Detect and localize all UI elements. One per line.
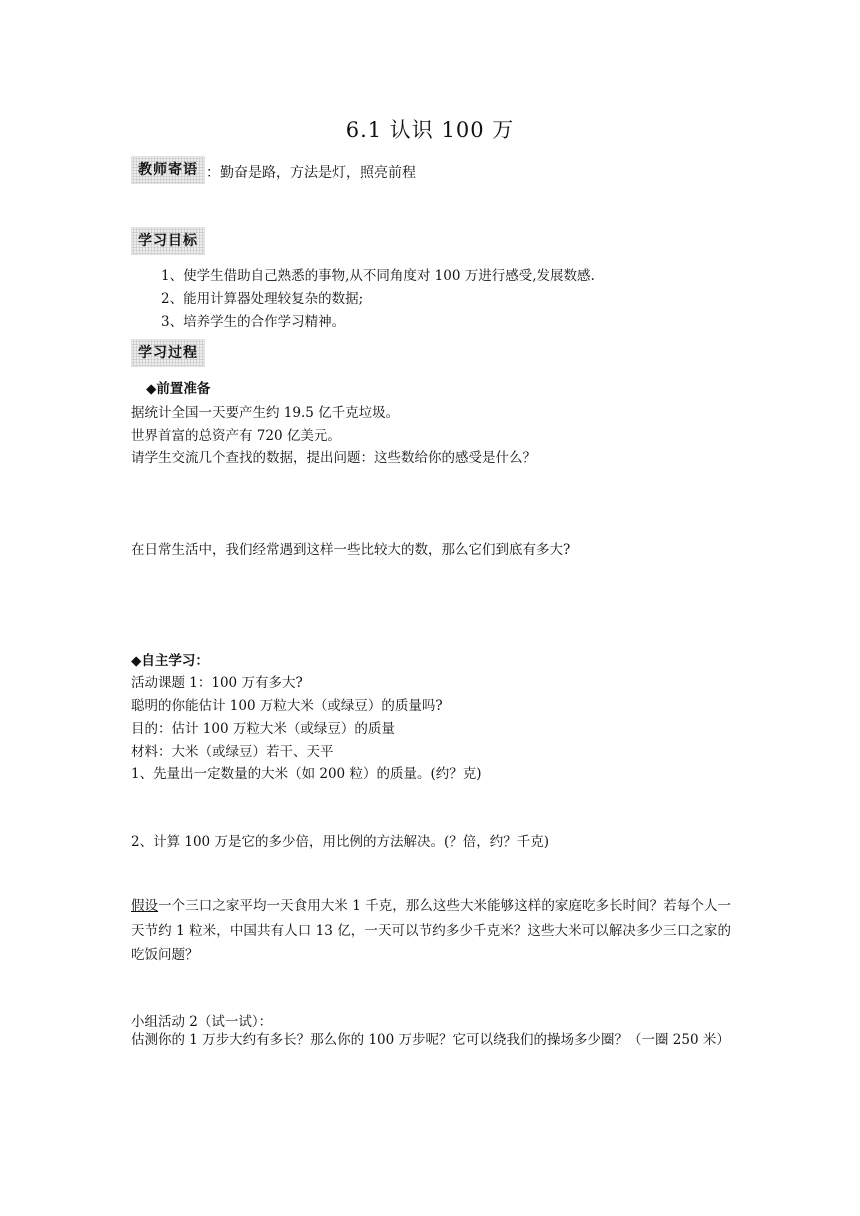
- goal-item-2: 2、能用计算器处理较复杂的数据;: [161, 291, 364, 307]
- page-title: 6.1 认识 100 万: [345, 118, 515, 142]
- prep-line-2: 世界首富的总资产有 720 亿美元。: [131, 428, 341, 444]
- motto-label: 教师寄语: [131, 156, 205, 184]
- group-activity-title: 小组活动 2（试一试）：: [131, 1014, 273, 1030]
- assume-paragraph: [131, 894, 731, 968]
- assume-word: 假设: [131, 898, 159, 914]
- prep-heading: ◆前置准备: [146, 381, 211, 397]
- assume-text: 一个三口之家平均一天食用大米 1 千克，那么这些大米能够这样的家庭吃多长时间？若每个人一天节约 1 粒米，中国共有人口 13 亿，一天可以节约多少千克米？这些大米可以解决多少三口之家的吃饭问题？: [131, 898, 732, 963]
- prep-question: 在日常生活中，我们经常遇到这样一些比较大的数，那么它们到底有多大?: [131, 542, 571, 558]
- group-activity-text: 估测你的 1 万步大约有多长？那么你的 100 万步呢？它可以绕我们的操场多少圈？（一圈 250 米）: [131, 1032, 730, 1048]
- process-label: 学习过程: [131, 339, 205, 367]
- activity-step-2: 2、计算 100 万是它的多少倍，用比例的方法解决。(？倍，约？千克): [131, 834, 549, 850]
- activity-line-1: 活动课题 1：100 万有多大?: [131, 675, 303, 691]
- activity-line-2: 聪明的你能估计 100 万粒大米（或绿豆）的质量吗?: [131, 698, 443, 714]
- goal-item-1: 1、使学生借助自己熟悉的事物,从不同角度对 100 万进行感受,发展数感.: [161, 268, 595, 284]
- goal-item-3: 3、培养学生的合作学习精神。: [161, 314, 346, 330]
- activity-line-5: 1、先量出一定数量的大米（如 200 粒）的质量。(约？克): [131, 766, 482, 782]
- goals-label: 学习目标: [131, 227, 205, 255]
- motto-text: ：勤奋是路，方法是灯，照亮前程: [206, 165, 416, 181]
- prep-line-1: 据统计全国一天要产生约 19.5 亿千克垃圾。: [131, 405, 400, 421]
- activity-line-4: 材料：大米（或绿豆）若干、天平: [131, 744, 334, 760]
- activity-line-3: 目的：估计 100 万粒大米（或绿豆）的质量: [131, 721, 395, 737]
- prep-line-3: 请学生交流几个查找的数据，提出问题：这些数给你的感受是什么？: [131, 450, 536, 466]
- self-study-heading: ◆自主学习：: [131, 653, 209, 669]
